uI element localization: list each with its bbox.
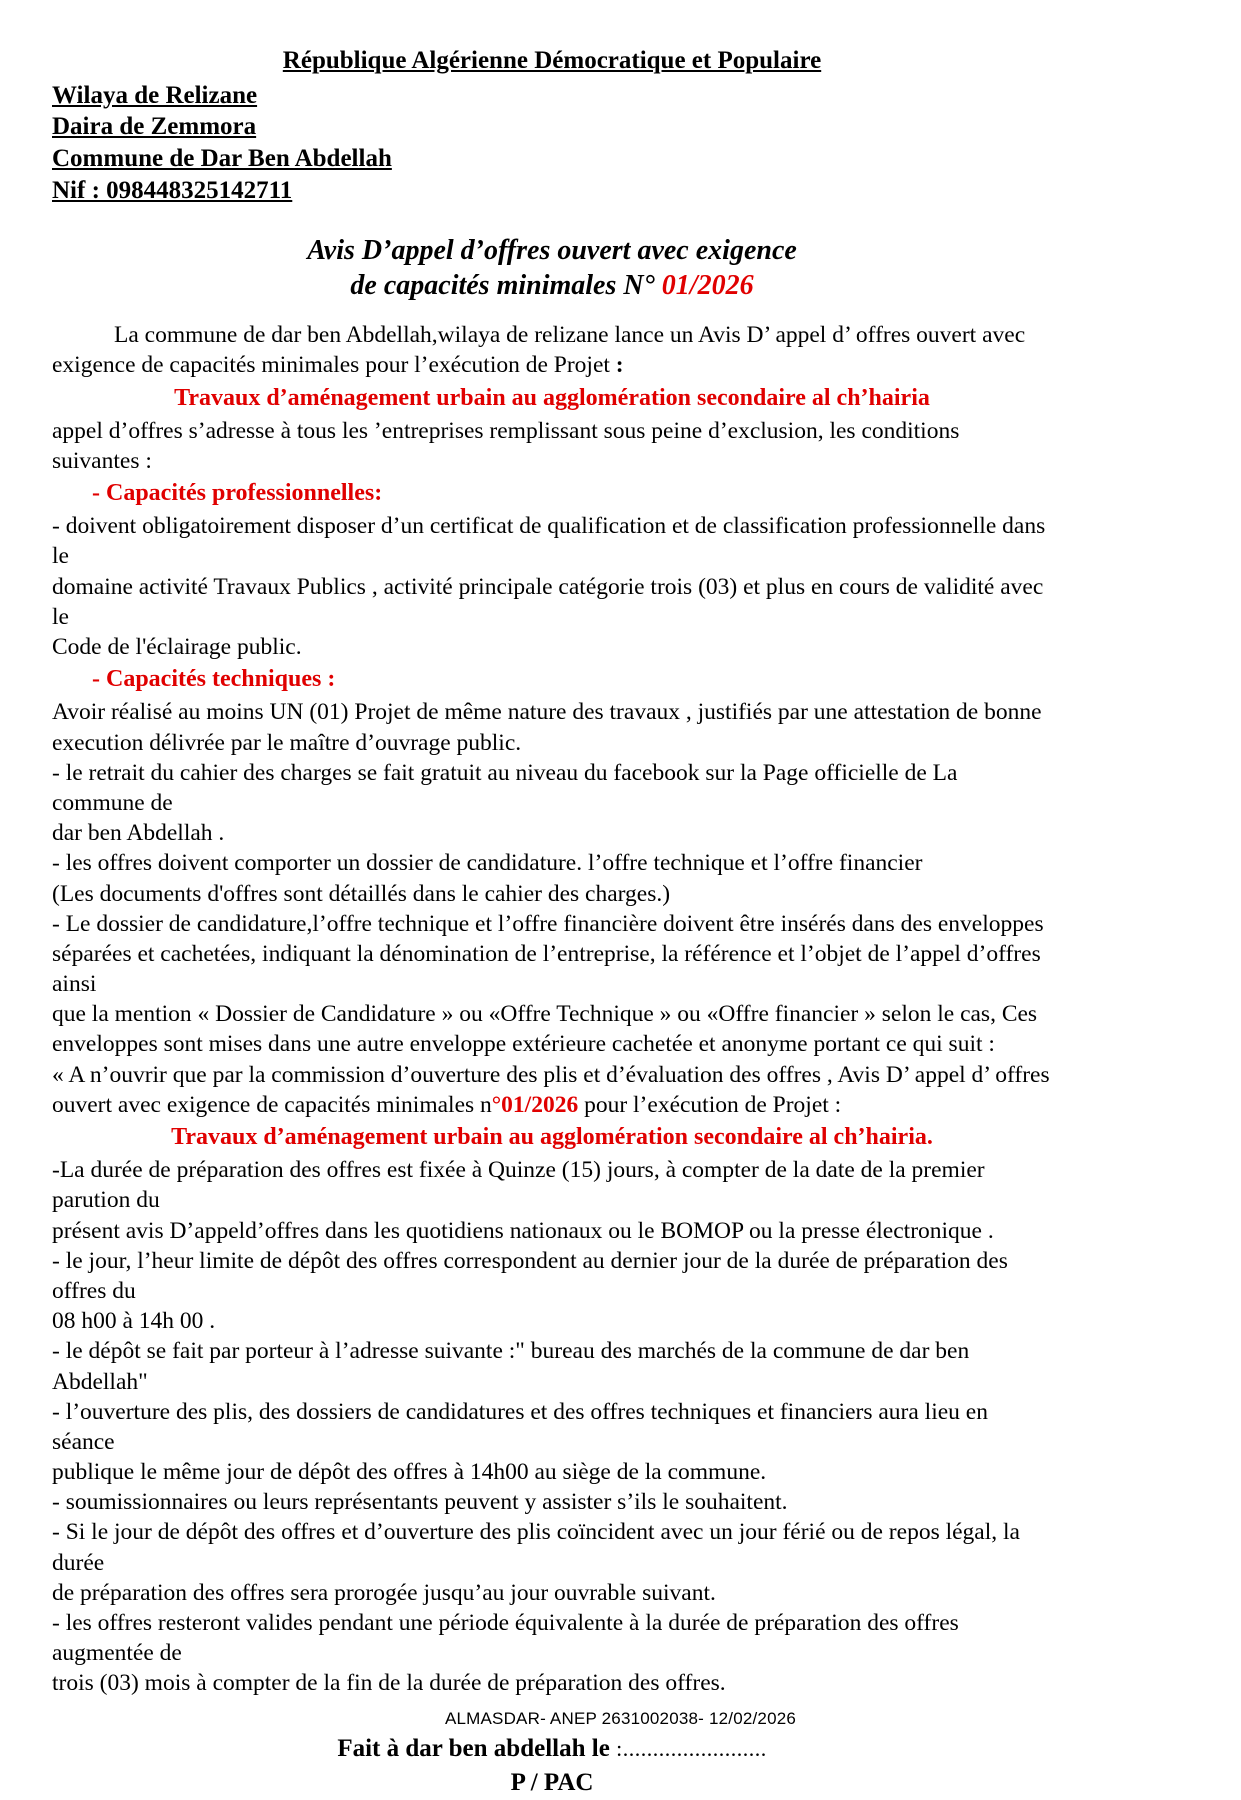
envelope-line-3: que la mention « Dossier de Candidature » ou «Offre Technique » ou «Offre financier » selon le cas, Ces [52,1001,1038,1028]
professional-capacities-line-1: - doivent obligatoirement disposer d’un certificat de qualification et de classification professionnelle dans le [52,513,1046,570]
technical-capacities-heading: - Capacités techniques : [92,666,336,693]
envelope-quote-line-1: « A n’ouvrir que par la commission d’ouverture des plis et d’évaluation des offres , Avis D’ appel d’ offres [52,1061,1050,1088]
wilaya-line [52,80,1052,112]
conditions-line: appel d’offres s’adresse à tous les ’entreprises remplissant sous peine d’exclusion, les conditions suivantes : [52,417,960,474]
offer-contents-line-1: - les offres doivent comporter un dossier de candidature. l’offre technique et l’offre financier [52,850,923,877]
bidders-attendance-line: - soumissionnaires ou leurs représentants peuvent y assister s’ils le souhaitent. [52,1489,788,1516]
document-title-line-2 [52,268,1052,304]
signature-signer: P / PAC [510,1769,594,1797]
nif-line [52,175,1052,207]
withdrawal-line-2: dar ben Abdellah . [52,820,225,847]
daira-text: Daira de Zemmora [52,113,257,141]
professional-capacities-heading: - Capacités professionnelles: [92,480,383,507]
opening-session-line-2: publique le même jour de dépôt des offres à 14h00 au siège de la commune. [52,1459,767,1486]
duration-line-2: présent avis D’appeld’offres dans les quotidiens nationaux ou le BOMOP ou la presse électronique . [52,1217,994,1244]
intro-colon: : [615,352,624,379]
document-title [52,233,1052,305]
intro-paragraph-line-2-text: exigence de capacités minimales pour l’exécution de Projet [52,352,616,379]
page-footer: ALMASDAR- ANEP 2631002038- 12/02/2026 [444,1709,797,1728]
project-title-heading: Travaux d’aménagement urbain au agglomération secondaire al ch’hairia [174,384,930,411]
republic-heading [52,46,1052,76]
technical-capacities-line-2: execution délivrée par le maître d’ouvrage public. [52,729,522,756]
intro-paragraph-line-1: La commune de dar ben Abdellah,wilaya de relizane lance un Avis D’ appel d’ offres ouvert avec [114,322,1026,349]
signature-date-dots: ........................ [622,1735,767,1761]
withdrawal-line-1: - le retrait du cahier des charges se fait gratuit au niveau du facebook sur la Page officielle de La commune de [52,759,958,816]
document-content [52,46,1052,1800]
envelope-line-4: enveloppes sont mises dans une autre enveloppe extérieure cachetée et anonyme portant ce qui suit : [52,1031,995,1058]
envelope-quote-line-2-suffix: pour l’exécution de Projet : [578,1091,842,1118]
document-title-line-2-prefix: de capacités minimales N° [350,270,662,302]
signature-place-date-line [52,1733,1052,1766]
daira-line [52,111,1052,143]
envelope-line-1: - Le dossier de candidature,l’offre technique et l’offre financière doivent être insérés dans des enveloppes [52,910,1044,937]
wilaya-text: Wilaya de Relizane [52,81,258,109]
professional-capacities-line-2: domaine activité Travaux Publics , activité principale catégorie trois (03) et plus en cours de validité avec le [52,573,1044,630]
signature-place-date: Fait à dar ben abdellah le [337,1734,610,1762]
offer-contents-line-2: (Les documents d'offres sont détaillés dans le cahier des charges.) [52,880,671,907]
technical-capacities-line-1: Avoir réalisé au moins UN (01) Projet de même nature des travaux , justifiés par une attestation de bonne [52,699,1042,726]
envelope-line-2: séparées et cachetées, indiquant la dénomination de l’entreprise, la référence et l’objet de l’appel d’offres ainsi [52,940,1041,998]
envelope-quote-tender-number: 01/2026 [501,1091,579,1118]
opening-session-line-1: - l’ouverture des plis, des dossiers de candidatures et des offres techniques et financiers aura lieu en séance [52,1398,988,1455]
signature-block [52,1733,1052,1800]
intro-paragraph-line-2 [52,350,1052,380]
submission-address-line: - le dépôt se fait par porteur à l’adresse suivante :" bureau des marchés de la commune de dar ben Abdellah" [52,1338,970,1395]
validity-line-2: trois (03) mois à compter de la fin de la durée de préparation des offres. [52,1670,726,1697]
envelope-quote-line-2 [52,1090,1052,1120]
deadline-line-1: - le jour, l’heur limite de dépôt des offres correspondent au dernier jour de la durée de préparation des offres du [52,1247,1008,1304]
holiday-rule-line-1: - Si le jour de dépôt des offres et d’ouverture des plis coïncident avec un jour férié ou de repos légal, la durée [52,1519,1020,1576]
envelope-quote-line-2-prefix: ouvert avec exigence de capacités minimales n [52,1091,492,1118]
commune-line [52,143,1052,175]
commune-text: Commune de Dar Ben Abdellah [52,145,392,172]
signature-colon: : [616,1735,623,1761]
project-title-heading-repeat: Travaux d’aménagement urbain au agglomération secondaire al ch’hairia. [171,1124,933,1151]
envelope-quote-degree-sign: ° [491,1091,502,1118]
nif-text: Nif : 098448325142711 [52,176,293,204]
duration-line-1: -La durée de préparation des offres est fixée à Quinze (15) jours, à compter de la date de la premier parution du [52,1157,985,1214]
deadline-line-2: 08 h00 à 14h 00 . [52,1308,216,1335]
holiday-rule-line-2: de préparation des offres sera prorogée jusqu’au jour ouvrable suivant. [52,1579,716,1606]
republic-heading-text: République Algérienne Démocratique et Populaire [282,47,822,74]
document-title-line-1: Avis D’appel d’offres ouvert avec exigence [307,234,797,266]
professional-capacities-line-3: Code de l'éclairage public. [52,634,302,661]
validity-line-1: - les offres resteront valides pendant une période équivalente à la durée de préparation des offres augmentée de [52,1610,959,1667]
tender-number: 01/2026 [661,270,754,302]
